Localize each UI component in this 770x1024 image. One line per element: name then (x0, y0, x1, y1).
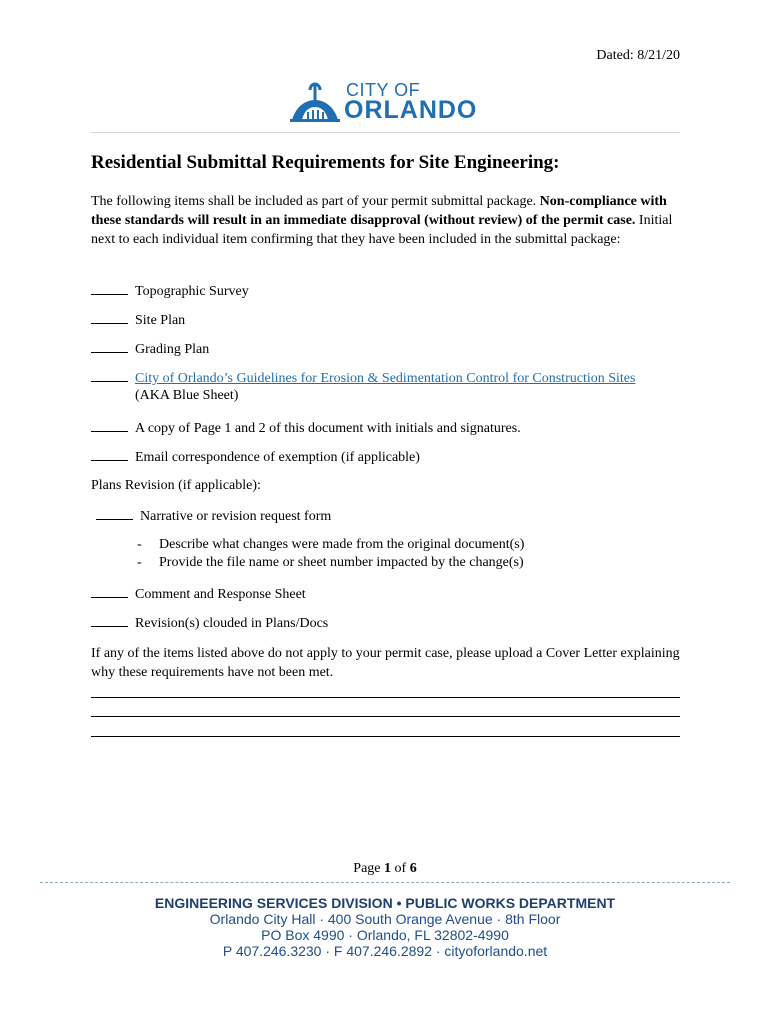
initial-blank[interactable] (91, 367, 128, 382)
checklist-item-erosion-guidelines (91, 367, 635, 388)
cover-letter-note: If any of the items listed above do not apply to your permit case, please upload a Cover Letter explaining why these requirements have not been met. (91, 646, 680, 680)
dated-label: Dated: 8/21/20 (596, 48, 680, 63)
item-label: Topographic Survey (135, 284, 249, 299)
checklist-item-page-copy (91, 417, 521, 438)
item-label: A copy of Page 1 and 2 of this document with initials and signatures. (135, 421, 521, 436)
plans-revision-heading: Plans Revision (if applicable): (91, 478, 261, 493)
checklist-item-email-exemption (91, 446, 420, 467)
explanation-line[interactable] (91, 716, 680, 717)
page-title: Residential Submittal Requirements for Site Engineering: (91, 152, 560, 173)
checklist-item-narrative (96, 505, 331, 526)
logo-orlando: ORLANDO (344, 96, 478, 124)
city-of-orlando-logo (288, 80, 484, 126)
initial-blank[interactable] (96, 505, 133, 520)
bullet-item: - Provide the file name or sheet number impacted by the change(s) (137, 555, 524, 570)
bullet-text: Describe what changes were made from the original document(s) (159, 537, 525, 552)
checklist-item-topographic-survey (91, 280, 249, 301)
initial-blank[interactable] (91, 417, 128, 432)
logo-city-of: CITY OF (346, 80, 421, 100)
bullet-item: - Describe what changes were made from the original document(s) (137, 537, 525, 552)
page-number (0, 861, 770, 877)
footer-po-box: PO Box 4990 · Orlando, FL 32802-4990 (261, 927, 509, 943)
initial-blank[interactable] (91, 446, 128, 461)
checklist-item-comment-response (91, 583, 306, 604)
footer-address: Orlando City Hall · 400 South Orange Avenue · 8th Floor (209, 911, 561, 927)
erosion-aka-note: (AKA Blue Sheet) (135, 388, 239, 403)
checklist-item-grading-plan (91, 338, 209, 359)
footer-department: ENGINEERING SERVICES DIVISION • PUBLIC WORKS DEPARTMENT (154, 895, 616, 911)
page-current: 1 (384, 861, 392, 876)
initial-blank[interactable] (91, 338, 128, 353)
initial-blank[interactable] (91, 612, 128, 627)
explanation-line[interactable] (91, 736, 680, 737)
item-label: Email correspondence of exemption (if applicable) (135, 450, 420, 465)
checklist-item-revisions-clouded (91, 612, 328, 633)
initial-blank[interactable] (91, 309, 128, 324)
explanation-line[interactable] (91, 697, 680, 698)
page-prefix: Page (353, 861, 385, 876)
checklist-item-site-plan (91, 309, 185, 330)
item-label: Narrative or revision request form (140, 509, 332, 524)
header-divider (91, 132, 680, 133)
item-label: Site Plan (135, 313, 186, 328)
item-label: Grading Plan (135, 342, 210, 357)
footer-contact: P 407.246.3230 · F 407.246.2892 · cityoforlando.net (222, 943, 548, 959)
initial-blank[interactable] (91, 280, 128, 295)
footer-divider (40, 882, 730, 883)
page-total: 6 (409, 861, 417, 876)
item-label: Comment and Response Sheet (135, 587, 306, 602)
fountain-icon (288, 80, 342, 124)
bullet-text: Provide the file name or sheet number impacted by the change(s) (159, 555, 524, 570)
erosion-guidelines-link[interactable]: City of Orlando’s Guidelines for Erosion & Sedimentation Control for Construction Sites (135, 371, 636, 386)
intro-text-1: The following items shall be included as part of your permit submittal package. (91, 194, 540, 209)
intro-text-2: Initial next to each individual item confirming that they have been included in the submittal package: (91, 213, 673, 247)
intro-warning: Non-compliance with these standards will result in an immediate disapproval (without review) of the permit case. (91, 194, 667, 228)
intro-paragraph (91, 192, 683, 249)
page-of: of (391, 861, 410, 876)
initial-blank[interactable] (91, 583, 128, 598)
item-label: Revision(s) clouded in Plans/Docs (135, 616, 329, 631)
